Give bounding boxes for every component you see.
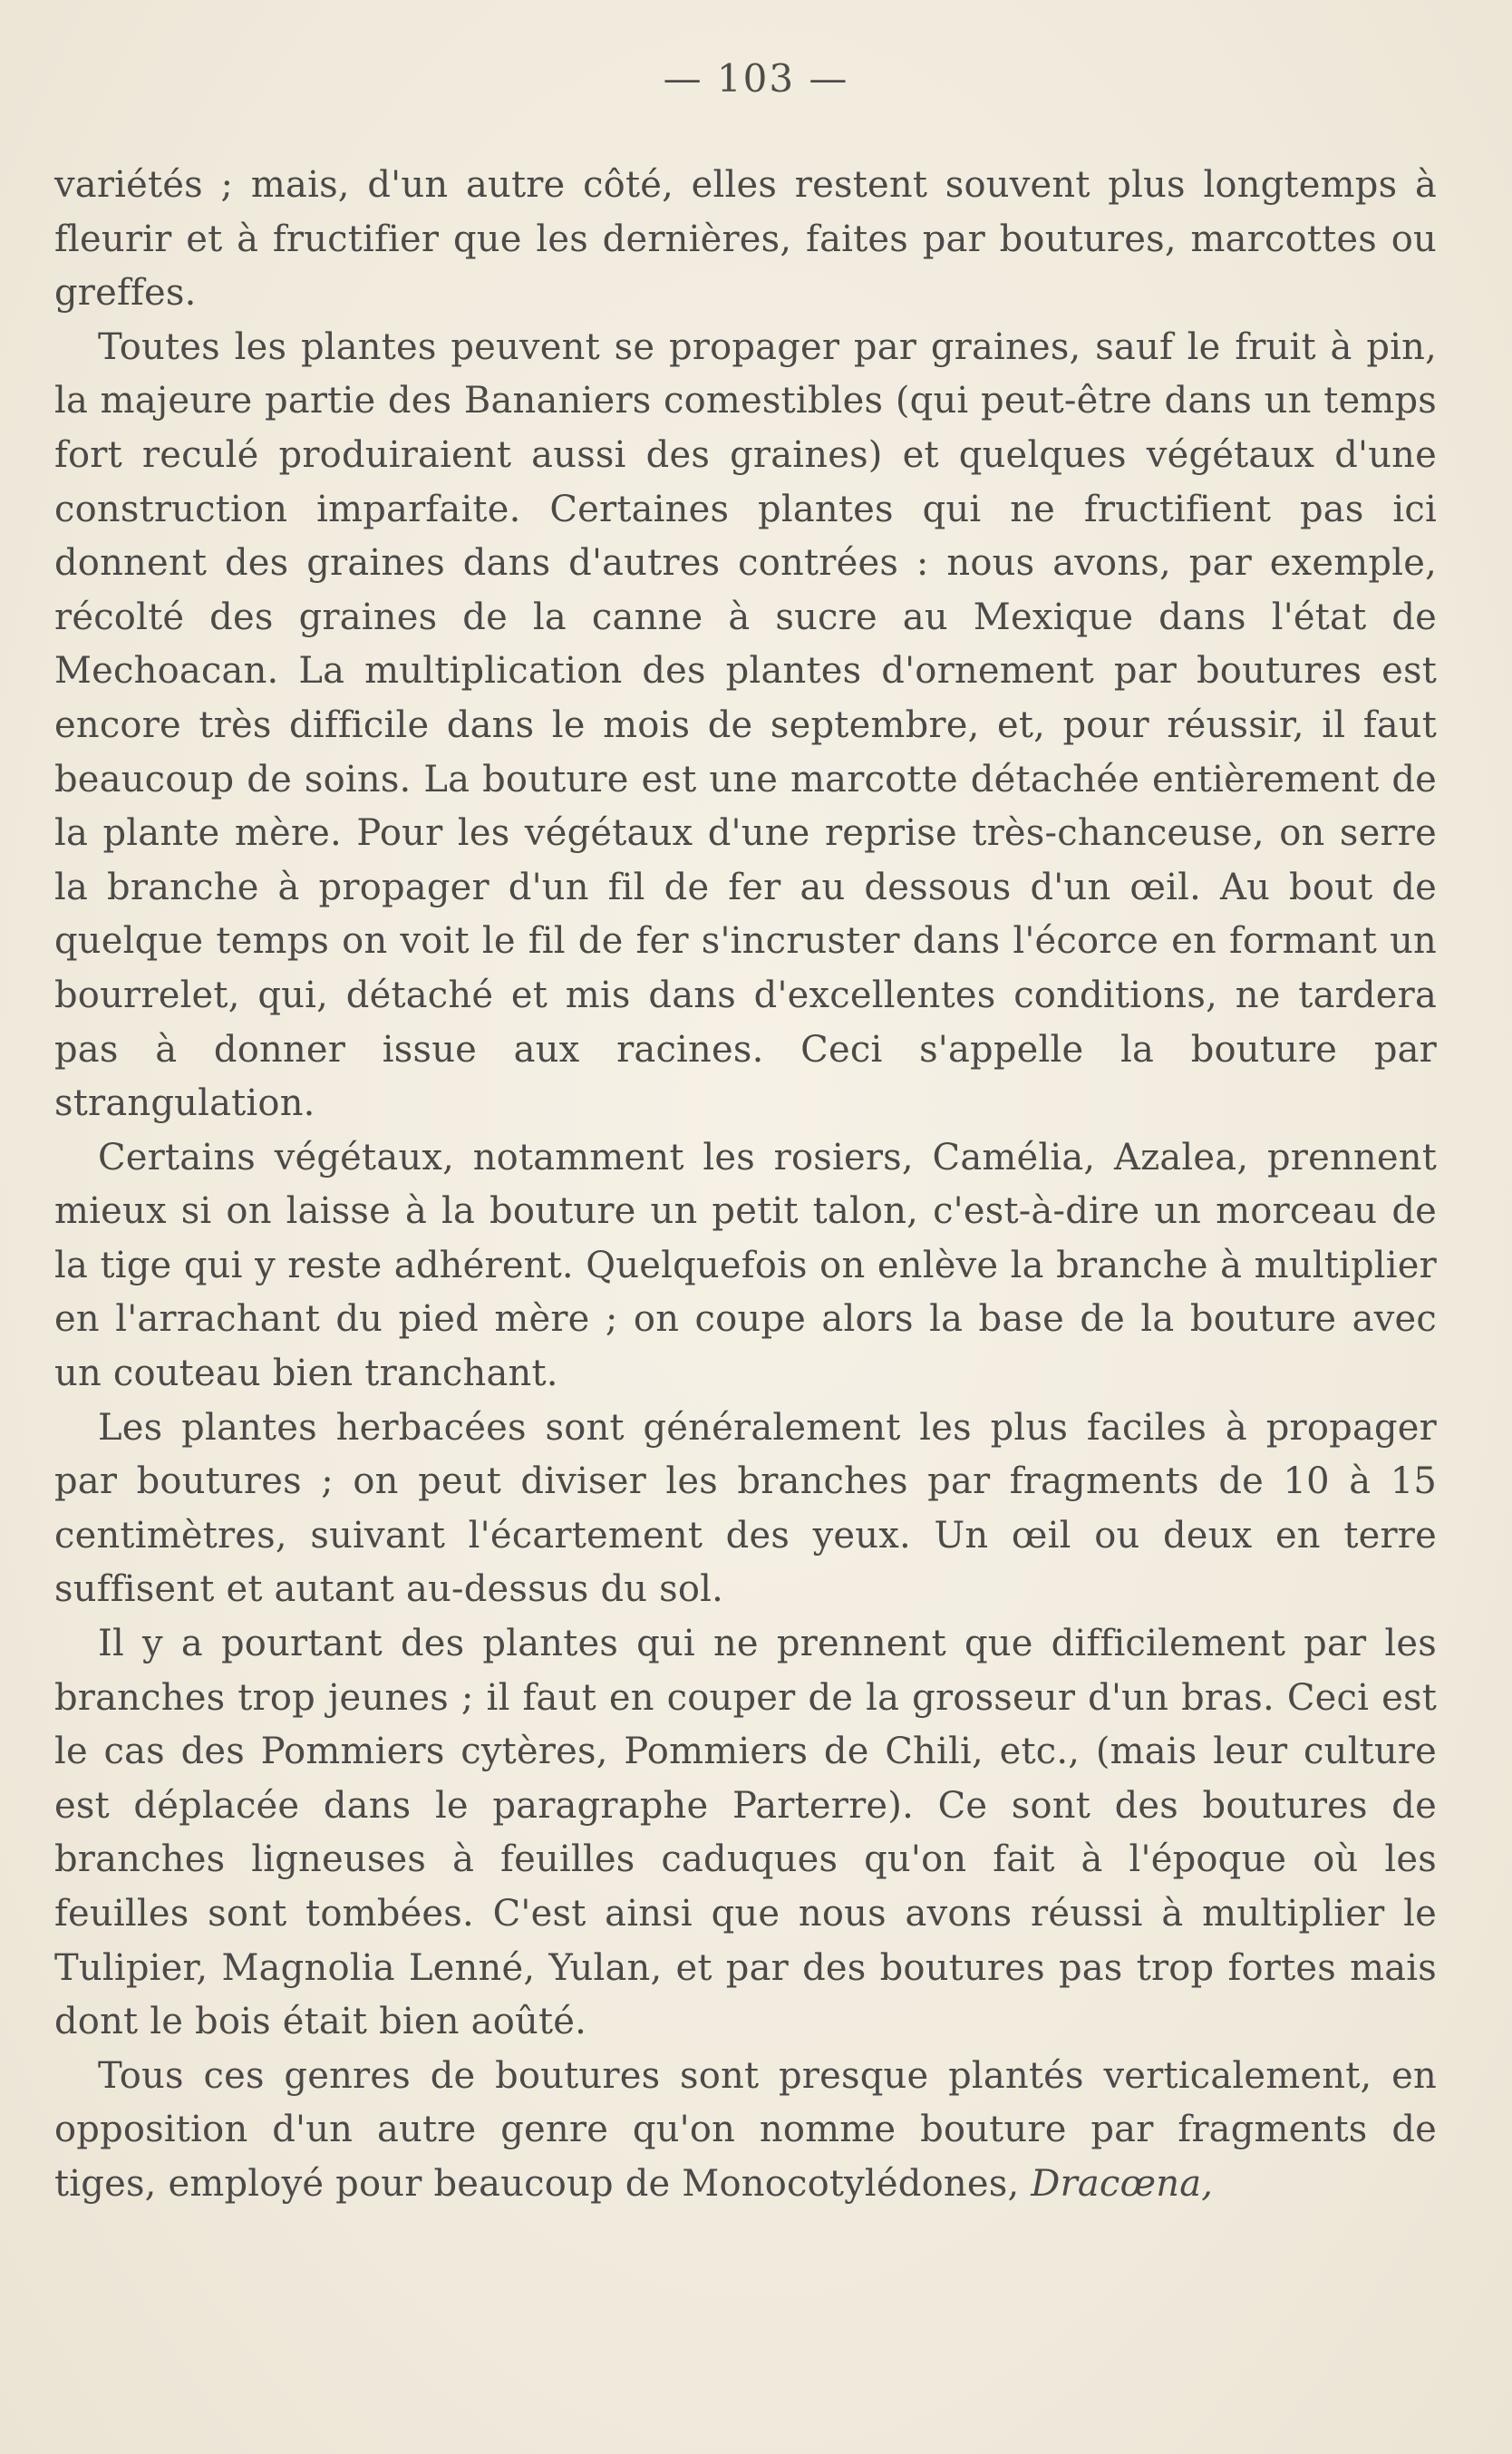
paragraph-heel-cuttings: Certains végétaux, notamment les rosiers, Camélia, Azalea, prennent mieux si on laisse à la bouture un petit talon, c'est-à-dire un morceau de la tige qui y reste adhérent. Quelquefois on enlève la branche à multiplier en l'arrachant du pied mère ; on coupe alors la base de la bouture avec un couteau bien tranchant. — [54, 1136, 1437, 1395]
italic-genus-name: Dracœna, — [1031, 2162, 1214, 2205]
paragraph-continued: variétés ; mais, d'un autre côté, elles restent souvent plus longtemps à fleurir et à fructifier que les dernières, faites par boutures, marcottes ou greffes. — [54, 164, 1437, 315]
paragraph-vertical-cuttings-text: Tous ces genres de boutures sont presque plantés verticalement, en opposition d'un autre genre qu'on nomme bouture par fragments de tiges, employé pour beaucoup de Monocotylédones, — [54, 2054, 1437, 2205]
paragraph-herbaceous-plants: Les plantes herbacées sont généralement les plus faciles à propager par boutures ; on peut diviser les branches par fragments de 10 à 15 centimètres, suivant l'écartement des yeux. Un œil ou deux en terre suffisent et autant au-dessus du sol. — [54, 1406, 1437, 1611]
paragraph-vertical-cuttings — [54, 2050, 1437, 2212]
body-text — [54, 159, 1437, 2212]
paragraph-propagation-by-seed: Toutes les plantes peuvent se propager par graines, sauf le fruit à pin, la majeure partie des Bananiers comestibles (qui peut-être dans un temps fort reculé produiraient aussi des graines) et quelques végétaux d'une construction imparfaite. Certaines plantes qui ne fructifient pas ici donnent des graines dans d'autres contrées : nous avons, par exemple, récolté des graines de la canne à sucre au Mexique dans l'état de Mechoacan. La multiplication des plantes d'ornement par boutures est encore très difficile dans le mois de septembre, et, pour réussir, il faut beaucoup de soins. La bouture est une marcotte détachée entièrement de la plante mère. Pour les végétaux d'une reprise très-chanceuse, on serre la branche à propager d'un fil de fer au dessous d'un œil. Au bout de quelque temps on voit le fil de fer s'incruster dans l'écorce en formant un bourrelet, qui, détaché et mis dans d'excellentes conditions, ne tardera pas à donner issue aux racines. Ceci s'appelle la bouture par strangulation. — [54, 325, 1437, 1125]
page-number: — 103 — — [663, 56, 849, 101]
paragraph-woody-cuttings: Il y a pourtant des plantes qui ne prennent que difficilement par les branches trop jeunes ; il faut en couper de la grosseur d'un bras. Ceci est le cas des Pommiers cytères, Pommiers de Chili, etc., (mais leur culture est déplacée dans le paragraphe Parterre). Ce sont des boutures de branches ligneuses à feuilles caduques qu'on fait à l'époque où les feuilles sont tombées. C'est ainsi que nous avons réussi à multiplier le Tulipier, Magnolia Lenné, Yulan, et par des boutures pas trop fortes mais dont le bois était bien aoûté. — [54, 1623, 1437, 2043]
